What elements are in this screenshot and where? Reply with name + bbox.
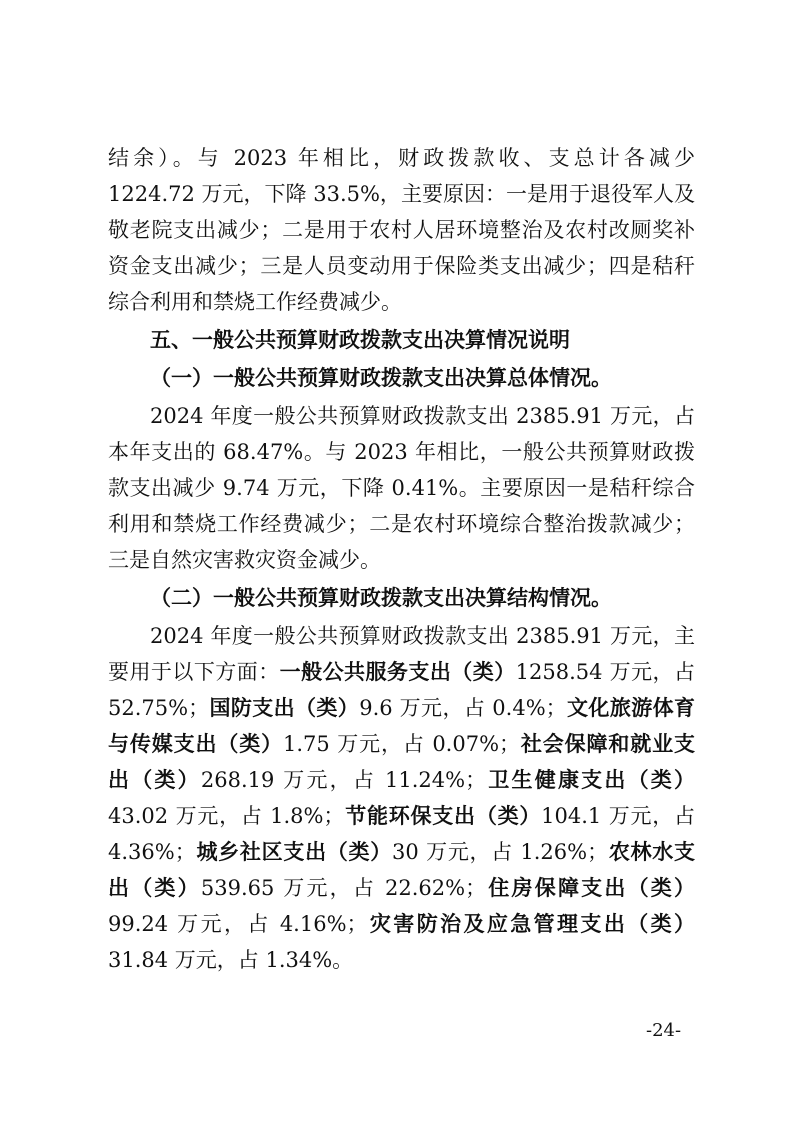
subheading-structure: （二）一般公共预算财政拨款支出决算结构情况。	[150, 586, 612, 610]
subheading-overall: （一）一般公共预算财政拨款支出决算总体情况。	[150, 366, 612, 390]
section-heading-5: 五、一般公共预算财政拨款支出决算情况说明	[150, 328, 570, 352]
category-amount: 539.65 万元，占 22.62%；	[200, 876, 487, 900]
category-disaster-prevention-emergency: 灾害防治及应急管理支出（类）	[367, 912, 695, 936]
category-amount: 1.75 万元，占 0.07%；	[282, 732, 521, 756]
category-amount: 31.84 万元，占 1.34%。	[108, 948, 354, 972]
paragraph-overall: 2024 年度一般公共预算财政拨款支出 2385.91 万元，占本年支出的 68.47%。与 2023 年相比，一般公共预算财政拨款支出减少 9.74 万元，下降 0.41%。主要原因一是秸秆综合利用和禁烧工作经费减少；二是农村环境综合整治拨款减少；三是自然灾害救灾资金减少。	[108, 404, 695, 572]
page-number: -24-	[646, 1020, 682, 1041]
paragraph-structure	[108, 618, 695, 978]
category-amount: 9.6 万元，占 0.4%；	[359, 696, 567, 720]
category-amount: 104.1 万元，占 4.36%；	[108, 804, 695, 864]
category-health: 卫生健康支出（类）	[486, 768, 696, 792]
structure-intro: 2024 年度一般公共预算财政拨款支出 2385.91 万元，主要用于以下方面：	[108, 624, 695, 684]
category-amount: 30 万元，占 1.26%；	[391, 840, 609, 864]
category-social-security-employment: 社会保障和就业支出（类）	[108, 732, 696, 792]
category-amount: 99.24 万元，占 4.16%；	[108, 912, 368, 936]
category-amount: 1258.54 万元，占 52.75%；	[108, 660, 696, 720]
category-culture-tourism-sports-media: 文化旅游体育与传媒支出（类）	[108, 696, 695, 756]
category-housing-security: 住房保障支出（类）	[486, 876, 696, 900]
category-agriculture-forestry-water: 农林水支出（类）	[108, 840, 696, 900]
category-amount: 43.02 万元，占 1.8%；	[108, 804, 345, 828]
category-amount: 268.19 万元，占 11.24%；	[200, 768, 487, 792]
category-general-public-services: 一般公共服务支出（类）	[279, 660, 516, 684]
category-urban-rural-community: 城乡社区支出（类）	[195, 840, 392, 864]
paragraph-balance-summary: 结余）。与 2023 年相比，财政拨款收、支总计各减少 1224.72 万元，下降 33.5%，主要原因：一是用于退役军人及敬老院支出减少；二是用于农村人居环境整治及农村改厕奖补资金支出减少；三是人员变动用于保险类支出减少；四是秸秆综合利用和禁烧工作经费减少。	[108, 146, 695, 314]
category-national-defense: 国防支出（类）	[209, 696, 360, 720]
category-energy-environment: 节能环保支出（类）	[344, 804, 542, 828]
document-body	[108, 140, 695, 978]
